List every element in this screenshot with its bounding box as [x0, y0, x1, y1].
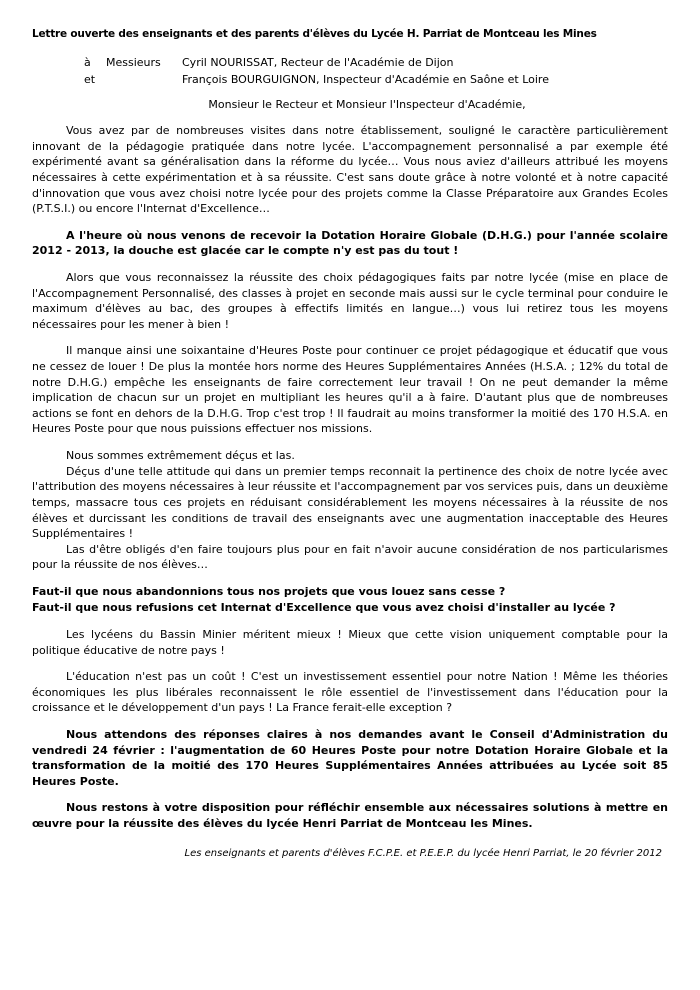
paragraph-6: Déçus d'une telle attitude qui dans un premier temps reconnait la pertinence des choix de notre lycée avec l'attribution des moyens nécessaires à leur réussite et l'accompagnement par vos services puis, dans un deuxième temps, massacre tous ces projets en réduisant considérablement les moyens nécessaires à la réussite de nos élèves et durcissant les conditions de travail des enseignants avec une augmentation inacceptable des Heures Supplémentaires ! [32, 464, 668, 541]
paragraph-3: Alors que vous reconnaissez la réussite des choix pédagogiques faits par notre lycée (mise en place de l'Accompagnement Personnalisé, des classes à projet en seconde mais aussi sur le cycle terminal pour conduire le maximum d'élèves au bac, des groupes à effectifs limités en langue…) vous lui retirez tous les moyens nécessaires pour les mener à bien ! [32, 271, 668, 331]
question-block [32, 584, 668, 617]
question-1: Faut-il que nous abandonnions tous nos projets que vous louez sans cesse ? [32, 584, 506, 598]
paragraph-5: Nous sommes extrêmement déçus et las. [66, 449, 295, 463]
paragraph-2-dhg-alert: A l'heure où nous venons de recevoir la Dotation Horaire Globale (D.H.G.) pour l'année scolaire 2012 - 2013, la douche est glacée car le compte n'y est pas du tout ! [32, 228, 668, 258]
addressee-row [84, 55, 668, 72]
paragraph-4: Il manque ainsi une soixantaine d'Heures Poste pour continuer ce projet pédagogique et éducatif que vous ne cessez de louer ! De plus la montée hors norme des Heures Supplémentaires Années (H.S.A. ; 12% du total de notre D.H.G.) empêche les enseignants de faire correctement leur travail ! On ne peut demander la même implication de chacun sur un projet en multipliant les heures qu'il a à faire. D'autant plus que de nombreuses actions se font en dehors de la D.H.G. Trop c'est trop ! Il faudrait au moins transformer la moitié des 170 H.S.A. en Heures Poste pour que nous puissions effectuer nos missions. [32, 344, 668, 436]
salutation: Monsieur le Recteur et Monsieur l'Inspecteur d'Académie, [208, 98, 526, 112]
signature-line: Les enseignants et parents d'élèves F.C.P.E. et P.E.E.P. du lycée Henri Parriat, le 20 février 2012 [184, 847, 662, 859]
addressee-preposition: et [84, 72, 96, 86]
addressee-preposition: à [84, 56, 91, 70]
page-title: Lettre ouverte des enseignants et des parents d'élèves du Lycée H. Parriat de Montceau les Mines [32, 28, 597, 40]
addressee-row [84, 72, 668, 89]
addressee-name: Cyril NOURISSAT, Recteur de l'Académie de Dijon [182, 56, 454, 70]
paragraph-9-education: L'éducation n'est pas un coût ! C'est un investissement essentiel pour notre Nation ! Même les théories économiques les plus libérales reconnaissent le rôle essentiel de l'investissement dans l'éducation pour la croissance et le développement d'un pays ! La France ferait-elle exception ? [32, 670, 668, 715]
addressee-block [32, 55, 668, 88]
paragraph-1: Vous avez par de nombreuses visites dans notre établissement, souligné le caractère particulièrement innovant de la pédagogie pratiquée dans notre lycée. L'accompagnement personnalisé a par exemple été expérimenté avant sa généralisation dans la réforme du lycée… Vous nous aviez d'ailleurs attribué les moyens nécessaires à cette expérimentation et à sa réussite. C'est sans doute grâce à notre volonté et à notre capacité d'innovation que vous avez choisi notre lycée pour des projets comme la Classe Préparatoire aux Grandes Ecoles (P.T.S.I.) ou encore l'Internat d'Excellence… [32, 124, 668, 216]
addressee-name: François BOURGUIGNON, Inspecteur d'Académie en Saône et Loire [182, 72, 549, 86]
paragraph-10-demands: Nous attendons des réponses claires à nos demandes avant le Conseil d'Administration du vendredi 24 février : l'augmentation de 60 Heures Poste pour notre Dotation Horaire Globale et la transformation de la moitié des 170 Heures Supplémentaires Années attribuées au Lycée soit 85 Heures Poste. [32, 728, 668, 788]
paragraph-11-closing: Nous restons à votre disposition pour réfléchir ensemble aux nécessaires solutions à mettre en œuvre pour la réussite des élèves du lycée Henri Parriat de Montceau les Mines. [32, 801, 668, 831]
paragraph-7: Las d'être obligés d'en faire toujours plus pour en fait n'avoir aucune considération de nos particularismes pour la réussite de nos élèves… [32, 542, 668, 572]
question-2: Faut-il que nous refusions cet Internat d'Excellence que vous avez choisi d'installer au lycée ? [32, 601, 616, 615]
paragraph-8: Les lycéens du Bassin Minier méritent mieux ! Mieux que cette vision uniquement comptable pour la politique éducative de notre pays ! [32, 627, 668, 657]
addressee-role: Messieurs [106, 56, 161, 70]
